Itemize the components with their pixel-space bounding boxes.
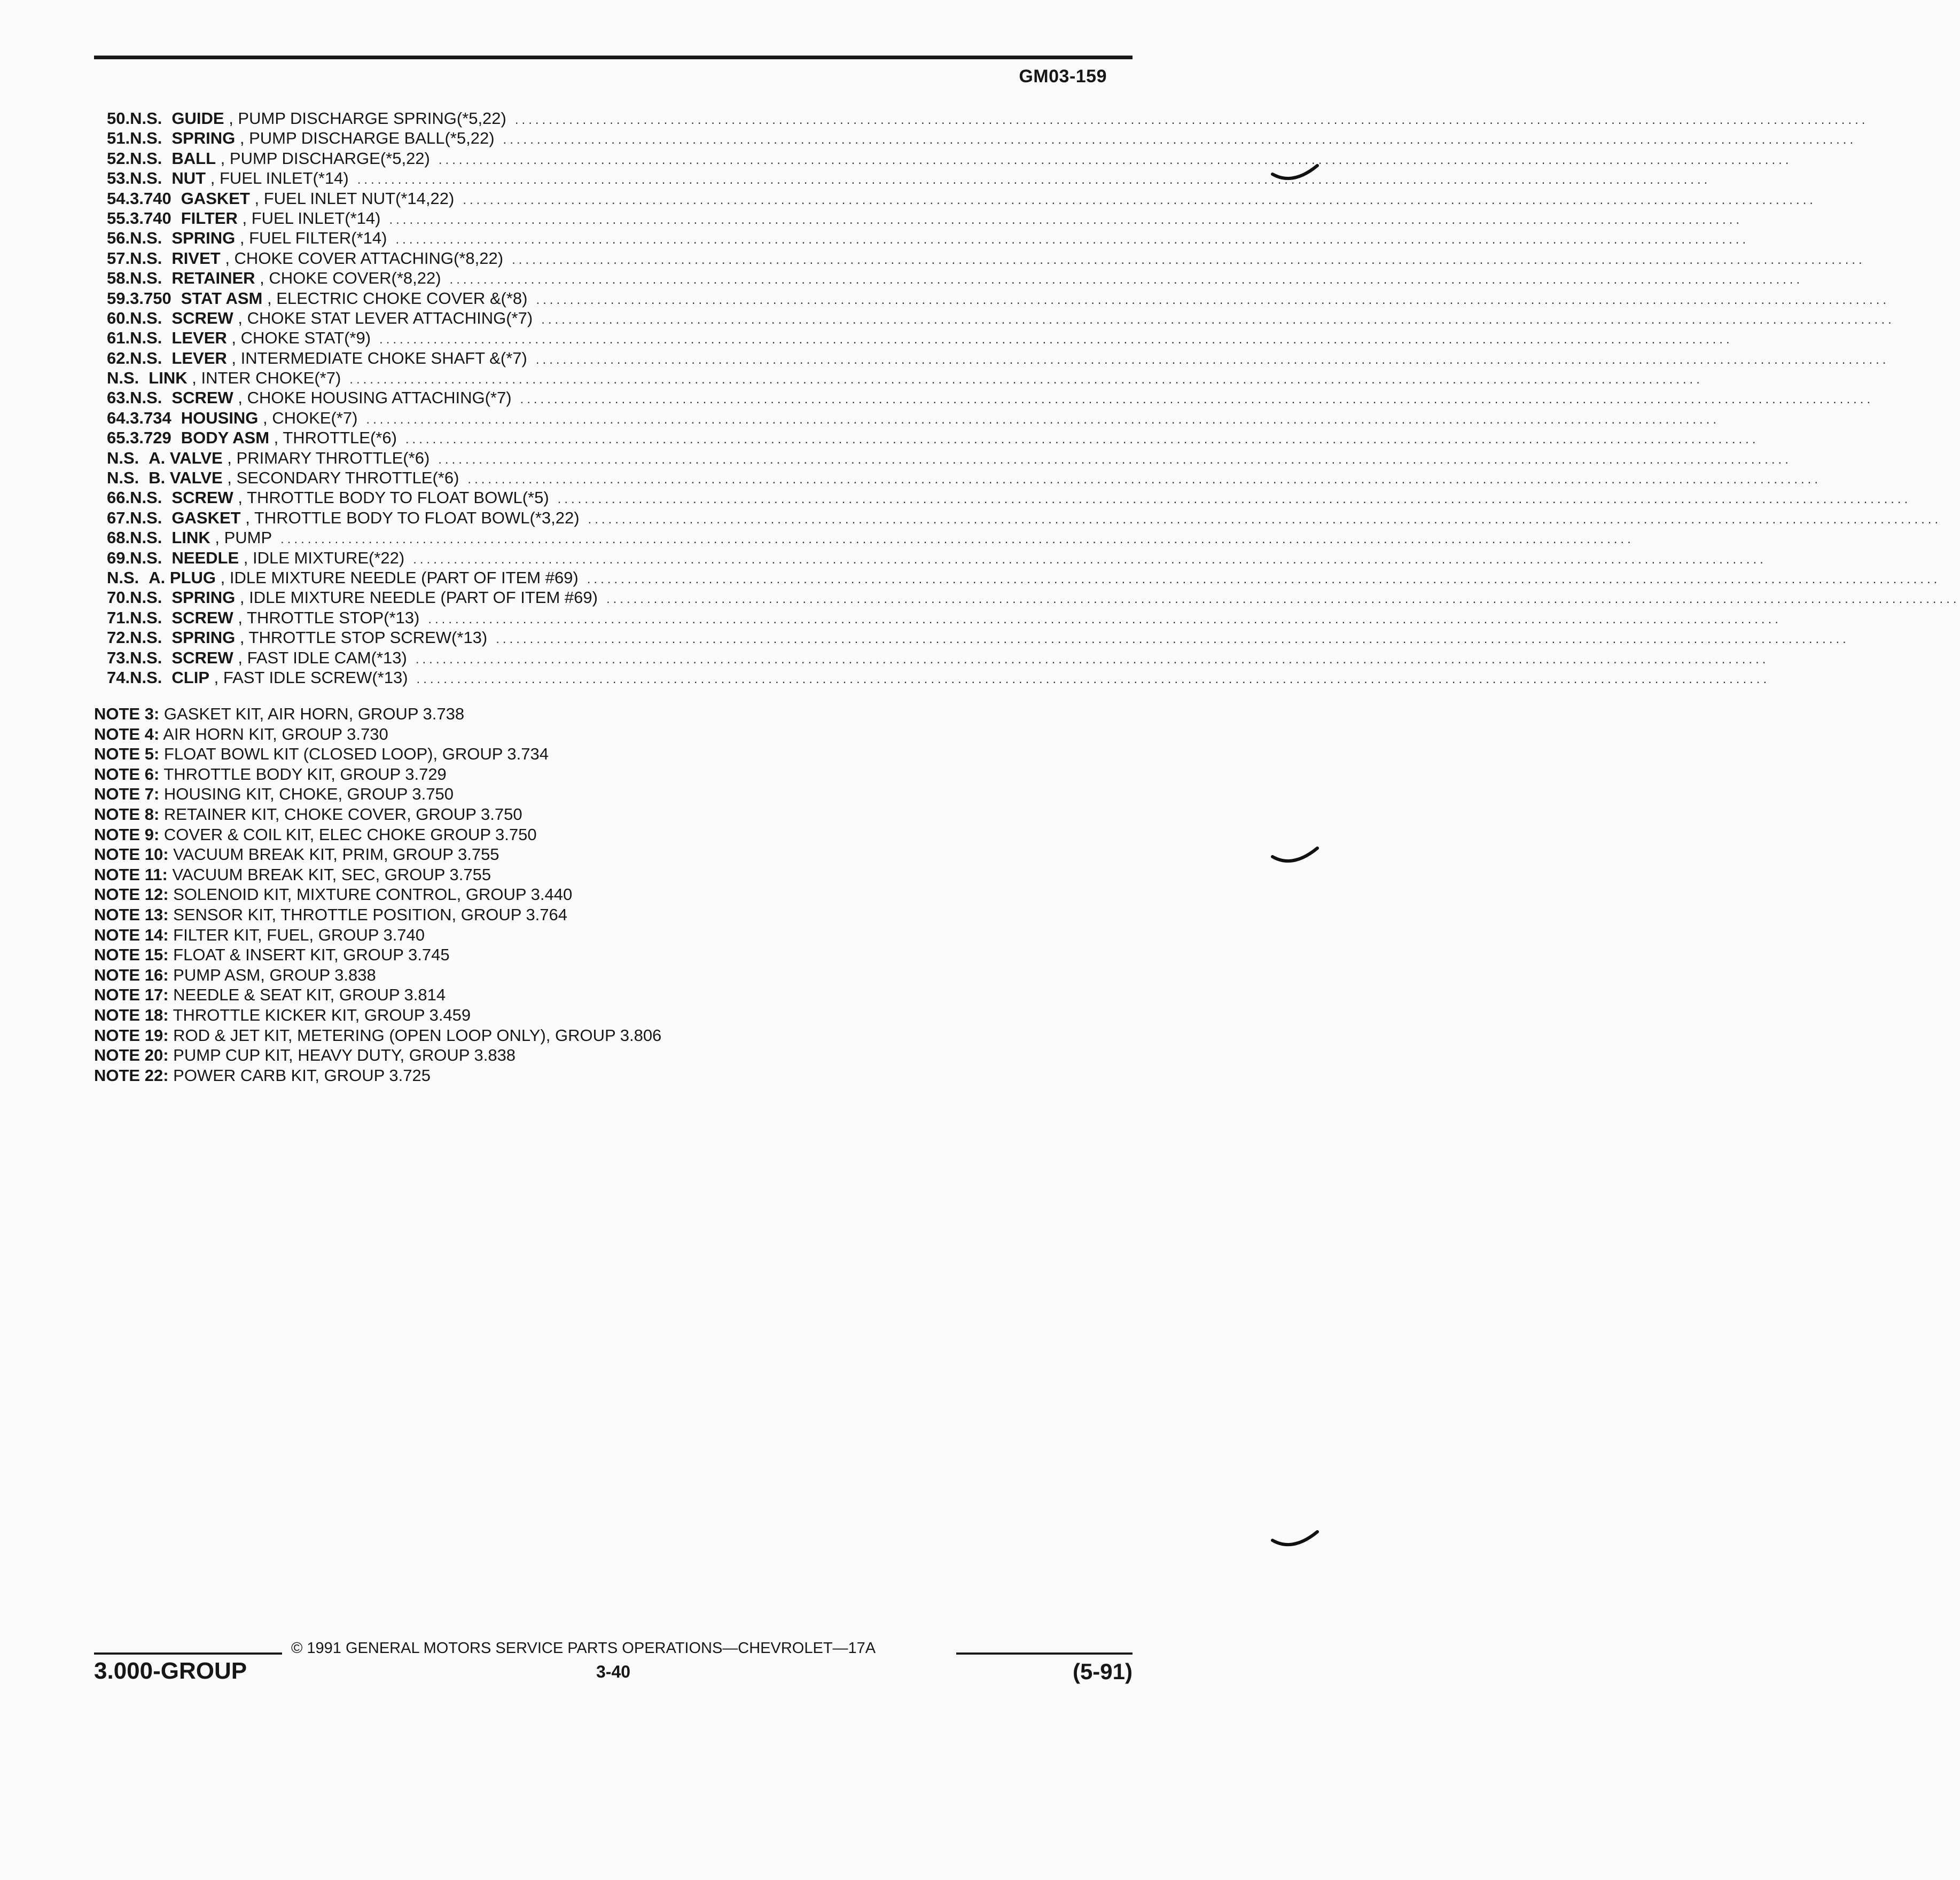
note-row bbox=[94, 804, 1002, 825]
dot-leader: ........................................................................................................................................................................................................ bbox=[503, 132, 1857, 147]
part-row bbox=[107, 528, 1634, 547]
part-description bbox=[171, 608, 419, 628]
sub-item-letter: A. bbox=[149, 568, 170, 587]
note-label: NOTE 3: bbox=[94, 704, 160, 723]
part-name: SPRING bbox=[171, 588, 236, 607]
sub-item-letter: B. bbox=[149, 468, 170, 488]
item-number: 51. bbox=[107, 129, 130, 148]
part-detail: , FUEL FILTER(*14) bbox=[235, 229, 387, 248]
dot-leader: ........................................................................................................................................................................................................ bbox=[395, 232, 1750, 247]
part-name: GASKET bbox=[171, 508, 241, 527]
group-number: N.S. bbox=[130, 229, 162, 248]
part-detail: , CHOKE STAT(*9) bbox=[227, 328, 371, 348]
item-number: 62. bbox=[107, 348, 130, 367]
parts-list bbox=[107, 108, 1960, 687]
dot-leader: ........................................................................................................................................................................................................ bbox=[438, 152, 1792, 167]
dot-leader: ........................................................................................................................................................................................................ bbox=[438, 452, 1792, 467]
item-number: 68. bbox=[107, 528, 130, 547]
part-name: SCREW bbox=[171, 488, 233, 507]
part-name: FILTER bbox=[181, 208, 238, 228]
group-number: 3.734 bbox=[130, 408, 171, 427]
part-description bbox=[171, 628, 487, 647]
group-number: N.S. bbox=[130, 628, 162, 647]
part-name: SPRING bbox=[171, 129, 236, 148]
part-description bbox=[171, 548, 404, 568]
part-row bbox=[107, 488, 1911, 507]
note-text: VACUUM BREAK KIT, PRIM, GROUP 3.755 bbox=[168, 845, 499, 864]
part-row bbox=[107, 568, 1941, 588]
part-row bbox=[107, 648, 1769, 668]
part-name: NUT bbox=[171, 169, 206, 188]
note-label: NOTE 7: bbox=[94, 785, 160, 804]
part-row bbox=[107, 408, 1720, 428]
group-number: N.S. bbox=[130, 348, 162, 367]
part-name: LINK bbox=[171, 528, 210, 547]
note-text: PUMP CUP KIT, HEAVY DUTY, GROUP 3.838 bbox=[168, 1046, 516, 1065]
dot-leader: ........................................................................................................................................................................................................ bbox=[606, 592, 1960, 607]
part-detail: , THROTTLE BODY TO FLOAT BOWL(*3,22) bbox=[240, 508, 580, 527]
part-detail: , IDLE MIXTURE NEEDLE (PART OF ITEM #69) bbox=[216, 568, 579, 587]
part-name: LINK bbox=[149, 369, 188, 388]
part-row bbox=[107, 608, 1782, 628]
note-label: NOTE 20: bbox=[94, 1046, 169, 1065]
note-text: VACUUM BREAK KIT, SEC, GROUP 3.755 bbox=[167, 865, 491, 884]
note-row bbox=[94, 865, 1002, 885]
part-description bbox=[171, 648, 407, 668]
part-detail: , CHOKE(*7) bbox=[258, 408, 358, 427]
part-name: SCREW bbox=[171, 308, 233, 327]
margin-mark-icon bbox=[1271, 163, 1319, 185]
group-number: N.S. bbox=[107, 448, 139, 467]
group-number: N.S. bbox=[130, 169, 162, 188]
part-description bbox=[181, 428, 397, 448]
part-detail: , ELECTRIC CHOKE COVER &(*8) bbox=[262, 288, 528, 308]
margin-mark-icon bbox=[1271, 846, 1319, 867]
note-row bbox=[94, 1066, 1002, 1086]
part-row bbox=[107, 668, 1770, 687]
part-detail: , THROTTLE(*6) bbox=[269, 428, 397, 448]
part-row bbox=[107, 588, 1960, 607]
part-description bbox=[171, 228, 387, 248]
dot-leader: ........................................................................................................................................................................................................ bbox=[416, 671, 1770, 686]
part-row bbox=[107, 148, 1792, 168]
part-description bbox=[171, 168, 348, 188]
note-text: GASKET KIT, AIR HORN, GROUP 3.738 bbox=[159, 704, 465, 723]
dot-leader: ........................................................................................................................................................................................................ bbox=[349, 372, 1703, 387]
note-text: COVER & COIL KIT, ELEC CHOKE GROUP 3.750 bbox=[159, 825, 537, 844]
part-name: GUIDE bbox=[171, 109, 224, 128]
note-text: PUMP ASM, GROUP 3.838 bbox=[168, 965, 376, 984]
part-description bbox=[171, 388, 511, 408]
part-description bbox=[181, 288, 528, 308]
part-detail: , CHOKE HOUSING ATTACHING(*7) bbox=[233, 388, 512, 408]
group-number: 3.750 bbox=[130, 288, 171, 308]
part-row bbox=[107, 348, 1889, 368]
part-name: PLUG bbox=[169, 568, 216, 587]
item-number: 57. bbox=[107, 248, 130, 268]
item-number: 56. bbox=[107, 229, 130, 248]
note-label: NOTE 16: bbox=[94, 965, 169, 984]
note-label: NOTE 18: bbox=[94, 1005, 169, 1024]
part-detail: , INTERMEDIATE CHOKE SHAFT &(*7) bbox=[227, 348, 527, 367]
part-detail: , PRIMARY THROTTLE(*6) bbox=[222, 448, 430, 467]
item-number: 54. bbox=[107, 189, 130, 208]
footer-rule-left bbox=[94, 1652, 282, 1655]
note-text: AIR HORN KIT, GROUP 3.730 bbox=[159, 724, 388, 743]
item-number: 55. bbox=[107, 208, 130, 228]
part-detail: , FAST IDLE SCREW(*13) bbox=[209, 668, 408, 687]
dot-leader: ........................................................................................................................................................................................................ bbox=[514, 113, 1869, 127]
note-label: NOTE 8: bbox=[94, 804, 160, 824]
top-rule bbox=[94, 56, 1133, 59]
note-text: ROD & JET KIT, METERING (OPEN LOOP ONLY), GROUP 3.806 bbox=[168, 1025, 662, 1045]
item-number: 52. bbox=[107, 148, 130, 168]
item-number: 67. bbox=[107, 508, 130, 527]
part-detail: , FUEL INLET(*14) bbox=[237, 208, 381, 228]
part-name: SPRING bbox=[171, 229, 236, 248]
dot-leader: ........................................................................................................................................................................................................ bbox=[357, 173, 1711, 187]
note-row bbox=[94, 784, 1002, 804]
item-number: 74. bbox=[107, 668, 130, 687]
part-detail: , IDLE MIXTURE(*22) bbox=[239, 548, 405, 567]
dot-leader: ........................................................................................................................................................................................................ bbox=[535, 352, 1889, 367]
part-row bbox=[107, 468, 1821, 488]
dot-leader: ........................................................................................................................................................................................................ bbox=[405, 432, 1759, 447]
part-name: RETAINER bbox=[171, 269, 255, 288]
group-number: N.S. bbox=[130, 328, 162, 348]
note-label: NOTE 13: bbox=[94, 905, 169, 924]
note-text: FLOAT & INSERT KIT, GROUP 3.745 bbox=[168, 945, 450, 965]
item-number: 60. bbox=[107, 308, 130, 327]
part-row bbox=[107, 628, 1849, 647]
part-name: SCREW bbox=[171, 388, 233, 408]
part-name: GASKET bbox=[181, 189, 250, 208]
part-name: HOUSING bbox=[181, 408, 259, 427]
part-detail: , CHOKE STAT LEVER ATTACHING(*7) bbox=[233, 308, 533, 327]
part-description bbox=[171, 268, 441, 288]
part-row bbox=[107, 168, 1711, 188]
dot-leader: ........................................................................................................................................................................................................ bbox=[449, 272, 1803, 287]
note-text: THROTTLE KICKER KIT, GROUP 3.459 bbox=[168, 1005, 471, 1024]
part-row bbox=[107, 368, 1703, 388]
revision-date: (5-91) bbox=[1072, 1659, 1133, 1684]
group-number: N.S. bbox=[130, 608, 162, 627]
part-detail: , FUEL INLET(*14) bbox=[206, 169, 349, 188]
group-number: N.S. bbox=[130, 148, 162, 168]
group-number: N.S. bbox=[107, 468, 139, 488]
note-label: NOTE 11: bbox=[94, 865, 168, 884]
note-row bbox=[94, 925, 1002, 945]
note-row bbox=[94, 724, 1002, 745]
part-description bbox=[181, 208, 381, 228]
group-number: 3.729 bbox=[130, 428, 171, 448]
part-detail: , CHOKE COVER(*8,22) bbox=[255, 269, 441, 288]
part-description bbox=[149, 448, 430, 468]
note-row bbox=[94, 704, 1002, 724]
note-label: NOTE 4: bbox=[94, 724, 160, 743]
part-description bbox=[171, 148, 430, 168]
item-number: 73. bbox=[107, 648, 130, 667]
note-label: NOTE 22: bbox=[94, 1066, 169, 1085]
dot-leader: ........................................................................................................................................................................................................ bbox=[463, 192, 1816, 207]
part-row bbox=[107, 248, 1865, 268]
group-number: N.S. bbox=[130, 668, 162, 687]
dot-leader: ........................................................................................................................................................................................................ bbox=[415, 652, 1769, 667]
part-description bbox=[181, 189, 455, 208]
part-row bbox=[107, 128, 1857, 148]
part-description bbox=[171, 508, 579, 528]
part-row bbox=[107, 548, 1767, 568]
part-name: STAT ASM bbox=[181, 288, 263, 308]
note-row bbox=[94, 1005, 1002, 1025]
item-number: 72. bbox=[107, 628, 130, 647]
dot-leader: ........................................................................................................................................................................................................ bbox=[587, 571, 1941, 586]
note-label: NOTE 6: bbox=[94, 764, 160, 784]
note-row bbox=[94, 965, 1002, 985]
part-row bbox=[107, 508, 1942, 528]
dot-leader: ........................................................................................................................................................................................................ bbox=[467, 472, 1821, 487]
dot-leader: ........................................................................................................................................................................................................ bbox=[512, 252, 1865, 267]
dot-leader: ........................................................................................................................................................................................................ bbox=[588, 512, 1942, 527]
part-name: CLIP bbox=[171, 668, 210, 687]
item-number: 71. bbox=[107, 608, 130, 627]
dot-leader: ........................................................................................................................................................................................................ bbox=[379, 332, 1733, 347]
copyright-text: © 1991 GENERAL MOTORS SERVICE PARTS OPERATIONS—CHEVROLET—17A bbox=[291, 1640, 876, 1657]
part-description bbox=[171, 308, 533, 328]
group-number: N.S. bbox=[130, 129, 162, 148]
part-description bbox=[171, 108, 506, 128]
part-description bbox=[171, 668, 408, 687]
part-row bbox=[107, 428, 1759, 448]
part-detail: , CHOKE COVER ATTACHING(*8,22) bbox=[220, 248, 504, 268]
part-detail: , THROTTLE BODY TO FLOAT BOWL(*5) bbox=[233, 488, 549, 507]
note-row bbox=[94, 884, 1002, 905]
footer-rule-right bbox=[956, 1652, 1133, 1655]
note-text: SOLENOID KIT, MIXTURE CONTROL, GROUP 3.440 bbox=[168, 885, 573, 904]
part-row bbox=[107, 328, 1733, 348]
item-number: 59. bbox=[107, 288, 130, 308]
part-row bbox=[107, 189, 1816, 208]
dot-leader: ........................................................................................................................................................................................................ bbox=[557, 492, 1911, 507]
part-description bbox=[149, 568, 578, 588]
dot-leader: ........................................................................................................................................................................................................ bbox=[413, 552, 1767, 567]
dot-leader: ........................................................................................................................................................................................................ bbox=[541, 312, 1895, 327]
part-description bbox=[171, 248, 503, 268]
note-label: NOTE 17: bbox=[94, 985, 169, 1005]
item-number: 66. bbox=[107, 488, 130, 507]
note-row bbox=[94, 744, 1002, 764]
part-name: SPRING bbox=[171, 628, 236, 647]
group-number: N.S. bbox=[130, 588, 162, 607]
part-detail: , THROTTLE STOP(*13) bbox=[233, 608, 420, 627]
item-number: 65. bbox=[107, 428, 130, 448]
part-row bbox=[107, 268, 1803, 288]
group-number: N.S. bbox=[130, 388, 162, 408]
item-number: 70. bbox=[107, 588, 130, 607]
part-detail: , PUMP DISCHARGE(*5,22) bbox=[216, 148, 430, 168]
dot-leader: ........................................................................................................................................................................................................ bbox=[280, 532, 1634, 547]
note-label: NOTE 19: bbox=[94, 1025, 169, 1045]
part-row bbox=[107, 108, 1869, 128]
part-detail: , PUMP bbox=[210, 528, 272, 547]
part-name: VALVE bbox=[169, 448, 223, 467]
part-row bbox=[107, 288, 1890, 308]
dot-leader: ........................................................................................................................................................................................................ bbox=[428, 612, 1782, 626]
page-number: 3-40 bbox=[596, 1662, 631, 1681]
item-number: 53. bbox=[107, 169, 130, 188]
note-text: RETAINER KIT, CHOKE COVER, GROUP 3.750 bbox=[159, 804, 522, 824]
item-number: 58. bbox=[107, 269, 130, 288]
group-number: 3.740 bbox=[130, 189, 171, 208]
part-description bbox=[171, 528, 272, 547]
part-detail: , THROTTLE STOP SCREW(*13) bbox=[235, 628, 488, 647]
part-description bbox=[171, 128, 494, 148]
group-number: N.S. bbox=[130, 528, 162, 547]
part-detail: , INTER CHOKE(*7) bbox=[187, 369, 341, 388]
note-label: NOTE 10: bbox=[94, 845, 169, 864]
group-number: N.S. bbox=[107, 568, 139, 587]
item-number: 61. bbox=[107, 328, 130, 348]
dot-leader: ........................................................................................................................................................................................................ bbox=[366, 412, 1720, 427]
part-name: VALVE bbox=[169, 468, 223, 488]
part-row bbox=[107, 388, 1874, 408]
margin-mark-icon bbox=[1271, 1530, 1319, 1551]
part-name: SCREW bbox=[171, 648, 233, 667]
dot-leader: ........................................................................................................................................................................................................ bbox=[496, 632, 1849, 647]
part-detail: , PUMP DISCHARGE SPRING(*5,22) bbox=[224, 109, 506, 128]
note-label: NOTE 9: bbox=[94, 825, 160, 844]
part-detail: , SECONDARY THROTTLE(*6) bbox=[222, 468, 459, 488]
group-number: N.S. bbox=[130, 488, 162, 507]
group-number: N.S. bbox=[130, 548, 162, 567]
part-description bbox=[181, 408, 358, 428]
note-text: SENSOR KIT, THROTTLE POSITION, GROUP 3.764 bbox=[168, 905, 568, 924]
note-row bbox=[94, 1045, 1002, 1066]
document-id: GM03-159 bbox=[1019, 66, 1107, 87]
note-row bbox=[94, 844, 1002, 865]
footer-group-label: 3.000-GROUP bbox=[94, 1658, 247, 1684]
part-name: BALL bbox=[171, 148, 216, 168]
part-description bbox=[171, 328, 371, 348]
dot-leader: ........................................................................................................................................................................................................ bbox=[536, 292, 1890, 307]
note-text: FLOAT BOWL KIT (CLOSED LOOP), GROUP 3.734 bbox=[159, 745, 549, 764]
part-name: BODY ASM bbox=[181, 428, 270, 448]
part-detail: , IDLE MIXTURE NEEDLE (PART OF ITEM #69) bbox=[235, 588, 598, 607]
part-row bbox=[107, 448, 1792, 468]
item-number: 64. bbox=[107, 408, 130, 427]
note-label: NOTE 14: bbox=[94, 925, 169, 944]
part-row bbox=[107, 228, 1750, 248]
note-text: HOUSING KIT, CHOKE, GROUP 3.750 bbox=[159, 785, 454, 804]
note-row bbox=[94, 905, 1002, 925]
note-label: NOTE 12: bbox=[94, 885, 169, 904]
dot-leader: ........................................................................................................................................................................................................ bbox=[520, 392, 1874, 407]
note-row bbox=[94, 945, 1002, 965]
note-label: NOTE 15: bbox=[94, 945, 169, 965]
part-description bbox=[171, 588, 598, 607]
note-label: NOTE 5: bbox=[94, 745, 160, 764]
note-text: FILTER KIT, FUEL, GROUP 3.740 bbox=[168, 925, 425, 944]
part-description bbox=[149, 468, 459, 488]
part-row bbox=[107, 308, 1895, 328]
group-number: N.S. bbox=[130, 269, 162, 288]
part-name: LEVER bbox=[171, 348, 227, 367]
part-detail: , FUEL INLET NUT(*14,22) bbox=[249, 189, 455, 208]
part-name: NEEDLE bbox=[171, 548, 239, 567]
item-number: 50. bbox=[107, 109, 130, 128]
note-row bbox=[94, 764, 1002, 785]
part-name: SCREW bbox=[171, 608, 233, 627]
note-row bbox=[94, 985, 1002, 1005]
note-row bbox=[94, 1025, 1002, 1046]
item-number: 69. bbox=[107, 548, 130, 567]
group-number: N.S. bbox=[130, 648, 162, 667]
note-text: NEEDLE & SEAT KIT, GROUP 3.814 bbox=[168, 985, 446, 1005]
part-name: RIVET bbox=[171, 248, 221, 268]
group-number: N.S. bbox=[130, 508, 162, 527]
part-detail: , PUMP DISCHARGE BALL(*5,22) bbox=[235, 129, 495, 148]
part-description bbox=[171, 488, 549, 507]
notes-list bbox=[94, 704, 1002, 1085]
dot-leader: ........................................................................................................................................................................................................ bbox=[389, 212, 1743, 227]
part-row bbox=[107, 208, 1743, 228]
note-text: THROTTLE BODY KIT, GROUP 3.729 bbox=[159, 764, 447, 784]
group-number: 3.740 bbox=[130, 208, 171, 228]
part-detail: , FAST IDLE CAM(*13) bbox=[233, 648, 407, 667]
part-description bbox=[171, 348, 527, 368]
item-number: 63. bbox=[107, 388, 130, 408]
group-number: N.S. bbox=[130, 109, 162, 128]
group-number: N.S. bbox=[130, 308, 162, 327]
group-number: N.S. bbox=[130, 248, 162, 268]
part-name: LEVER bbox=[171, 328, 227, 348]
note-text: POWER CARB KIT, GROUP 3.725 bbox=[168, 1066, 431, 1085]
group-number: N.S. bbox=[107, 369, 139, 388]
sub-item-letter: A. bbox=[149, 448, 170, 467]
part-description bbox=[149, 368, 341, 388]
note-row bbox=[94, 825, 1002, 845]
